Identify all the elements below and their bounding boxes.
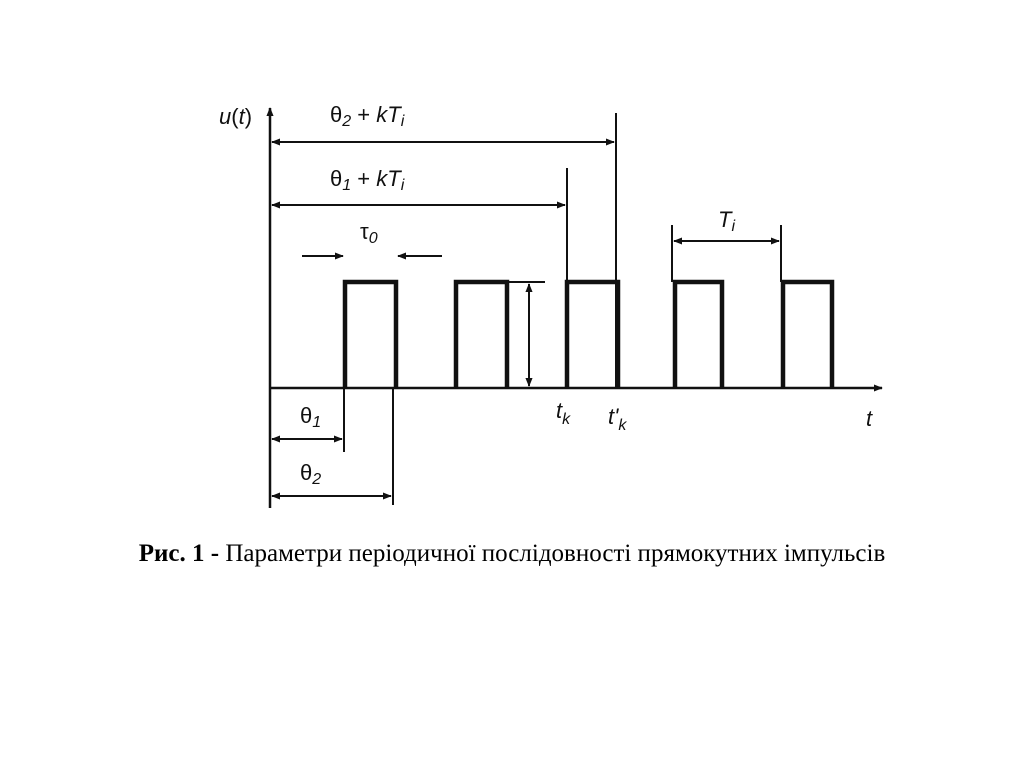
theta2-label: θ2 <box>300 460 322 488</box>
time-axis-label: t <box>866 406 873 431</box>
tk-label: $t_k$ <box>556 398 571 428</box>
ti-period-label: Ti <box>718 207 736 235</box>
pulse-2 <box>456 282 507 388</box>
tau0-label: τ0 <box>360 219 378 247</box>
pulse-5 <box>783 282 832 388</box>
y-axis-label: u(t) <box>219 104 253 129</box>
tk-prime-label: $t'_k$ <box>608 404 627 434</box>
theta1-plus-kTi-label: θ1 + kTi <box>330 166 405 194</box>
pulse-4 <box>675 282 722 388</box>
pulse-train <box>345 282 832 388</box>
pulse-3 <box>567 282 618 388</box>
theta1-label: θ1 <box>300 403 322 431</box>
caption-figure-number: Рис. 1 - <box>138 540 220 567</box>
theta2-plus-kTi-label: θ2 + kTi <box>330 102 405 130</box>
pulse-1 <box>345 282 396 388</box>
caption-text: Параметри періодичної послідовності прямокутних імпульсів <box>219 540 886 567</box>
figure-caption <box>0 540 1024 568</box>
